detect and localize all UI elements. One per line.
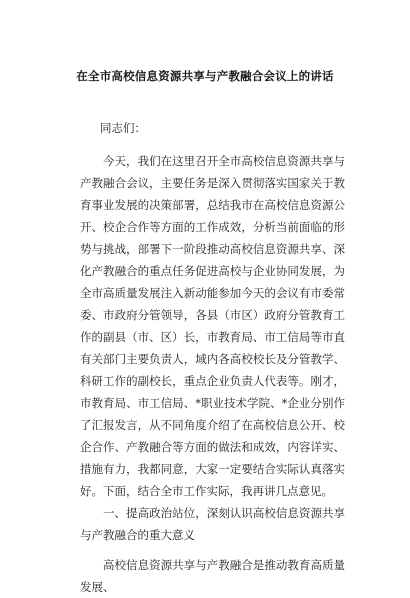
speech-body (80, 150, 345, 598)
section-heading: 一、提高政治站位，深刻认识高校信息资源共享与产教融合的重大意义 (80, 506, 345, 542)
document-title: 在全市高校信息资源共享与产教融合会议上的讲话 (76, 69, 334, 83)
body-paragraph: 今天，我们在这里召开全市高校信息资源共享与产教融合会议，主要任务是深入贯彻落实国家关于教育事业发展的决策部署，总结我市在高校信息资源公开、校企合作等方面的工作成效，分析当前面临的形势与挑战，部署下一阶段推动高校信息资源共享、深化产教融合的重点任务促进高校与企业协同发展，为全市高质量发展注入新动能参加今天的会议有市委常委、市政府分管领导，各县（市区）政府分管教育工作的副县（市、区）长，市教育局、市工信局等市直有关部门主要负责人，域内各高校校长及分管教学、科研工作的副校长，重点企业负责人代表等。刚才，市教育局、市工信局、*职业技术学院、*企业分别作了汇报发言，从不同角度介绍了在高校信息公开、校企合作、产教融合等方面的做法和成效，内容详实、措施有力，我都同意，大家一定要结合实际认真落实好。下面，结合全市工作实际，我再讲几点意见。 (80, 154, 345, 498)
salutation: 同志们： (100, 121, 146, 135)
body-paragraph-fragment: 高校信息资源共享与产教融合是推动教育高质量发展、 (80, 558, 345, 594)
